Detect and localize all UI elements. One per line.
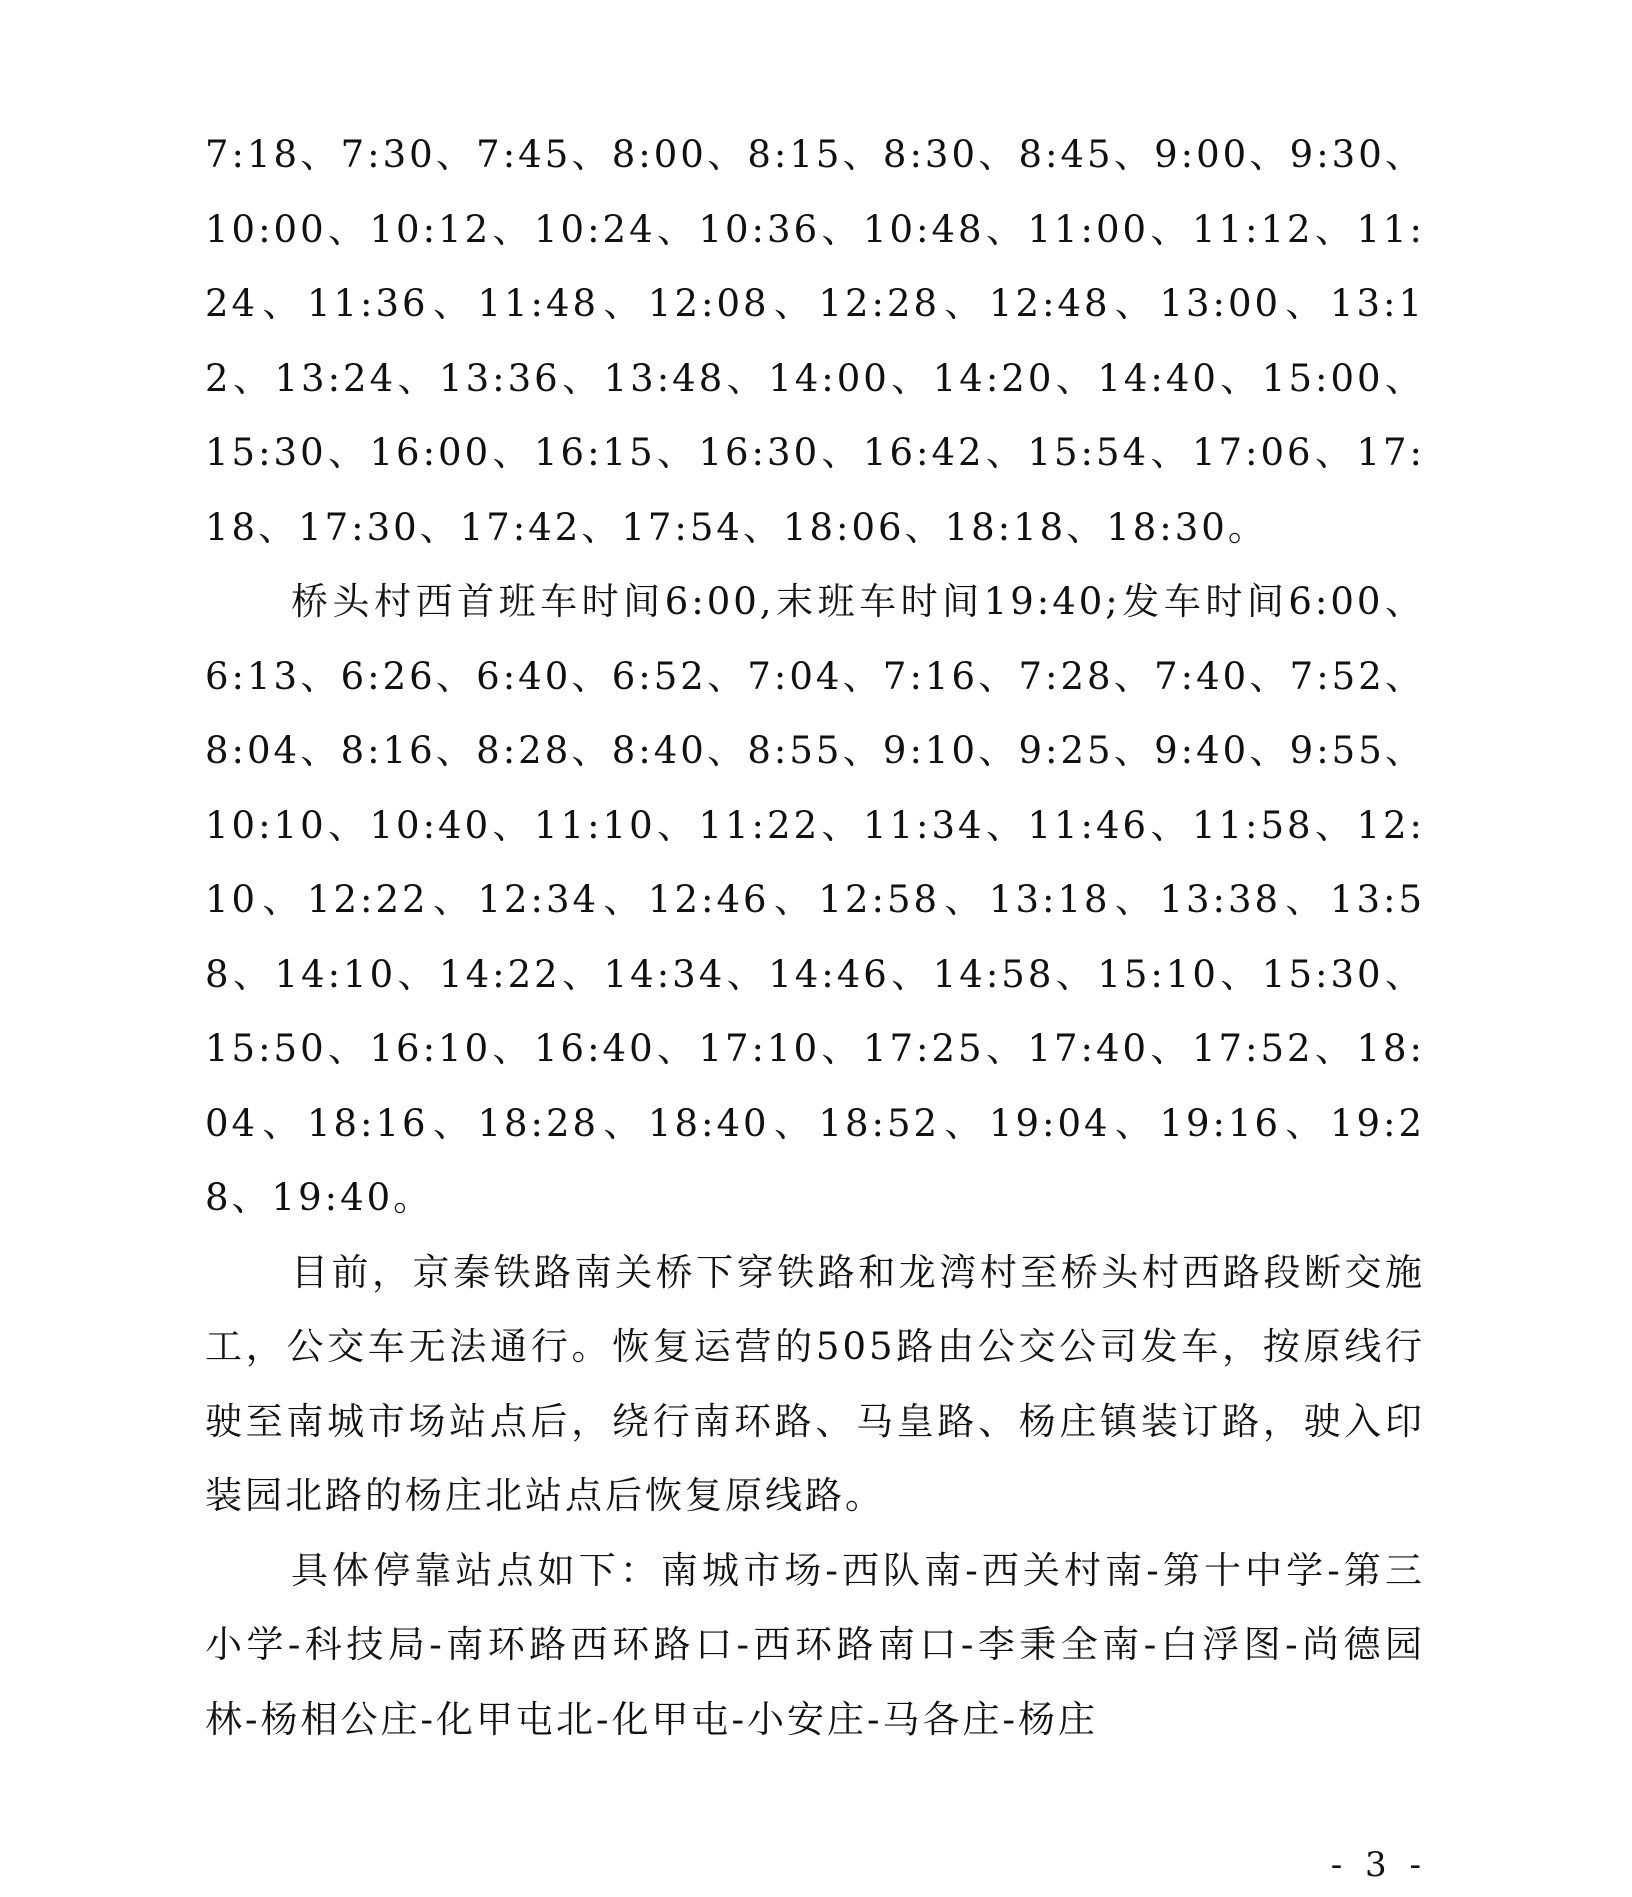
page-number: - 3 -: [1330, 1845, 1427, 1885]
document-body: [205, 118, 1425, 1757]
detour-notice-paragraph: 目前，京秦铁路南关桥下穿铁路和龙湾村至桥头村西路段断交施工，公交车无法通行。恢复运营的505路由公交公司发车，按原线行驶至南城市场站点后，绕行南环路、马皇路、杨庄镇装订路，驶入印装园北路的杨庄北站点后恢复原线路。: [205, 1250, 1425, 1517]
stop-list-paragraph: 具体停靠站点如下：南城市场-西队南-西关村南-第十中学-第三小学-科技局-南环路西环路口-西环路南口-李秉全南-白浮图-尚德园林-杨相公庄-化甲屯北-化甲屯-小安庄-马各庄-杨庄: [205, 1548, 1425, 1741]
qiaotoucunxi-schedule-paragraph: 桥头村西首班车时间6:00,末班车时间19:40;发车时间6:00、6:13、6:26、6:40、6:52、7:04、7:16、7:28、7:40、7:52、8:04、8:16、8:28、8:40、8:55、9:10、9:25、9:40、9:55、10:10、10:40、11:10、11:22、11:34、11:46、11:58、12:10、12:22、12:34、12:46、12:58、13:18、13:38、13:58、14:10、14:22、14:34、14:46、14:58、15:10、15:30、15:50、16:10、16:40、17:10、17:25、17:40、17:52、18:04、18:16、18:28、18:40、18:52、19:04、19:16、19:28、19:40。: [205, 580, 1425, 1219]
schedule-continuation-paragraph: 7:18、7:30、7:45、8:00、8:15、8:30、8:45、9:00、9:30、10:00、10:12、10:24、10:36、10:48、11:00、11:12、11:24、11:36、11:48、12:08、12:28、12:48、13:00、13:12、13:24、13:36、13:48、14:00、14:20、14:40、15:00、15:30、16:00、16:15、16:30、16:42、15:54、17:06、17:18、17:30、17:42、17:54、18:06、18:18、18:30。: [205, 133, 1425, 549]
